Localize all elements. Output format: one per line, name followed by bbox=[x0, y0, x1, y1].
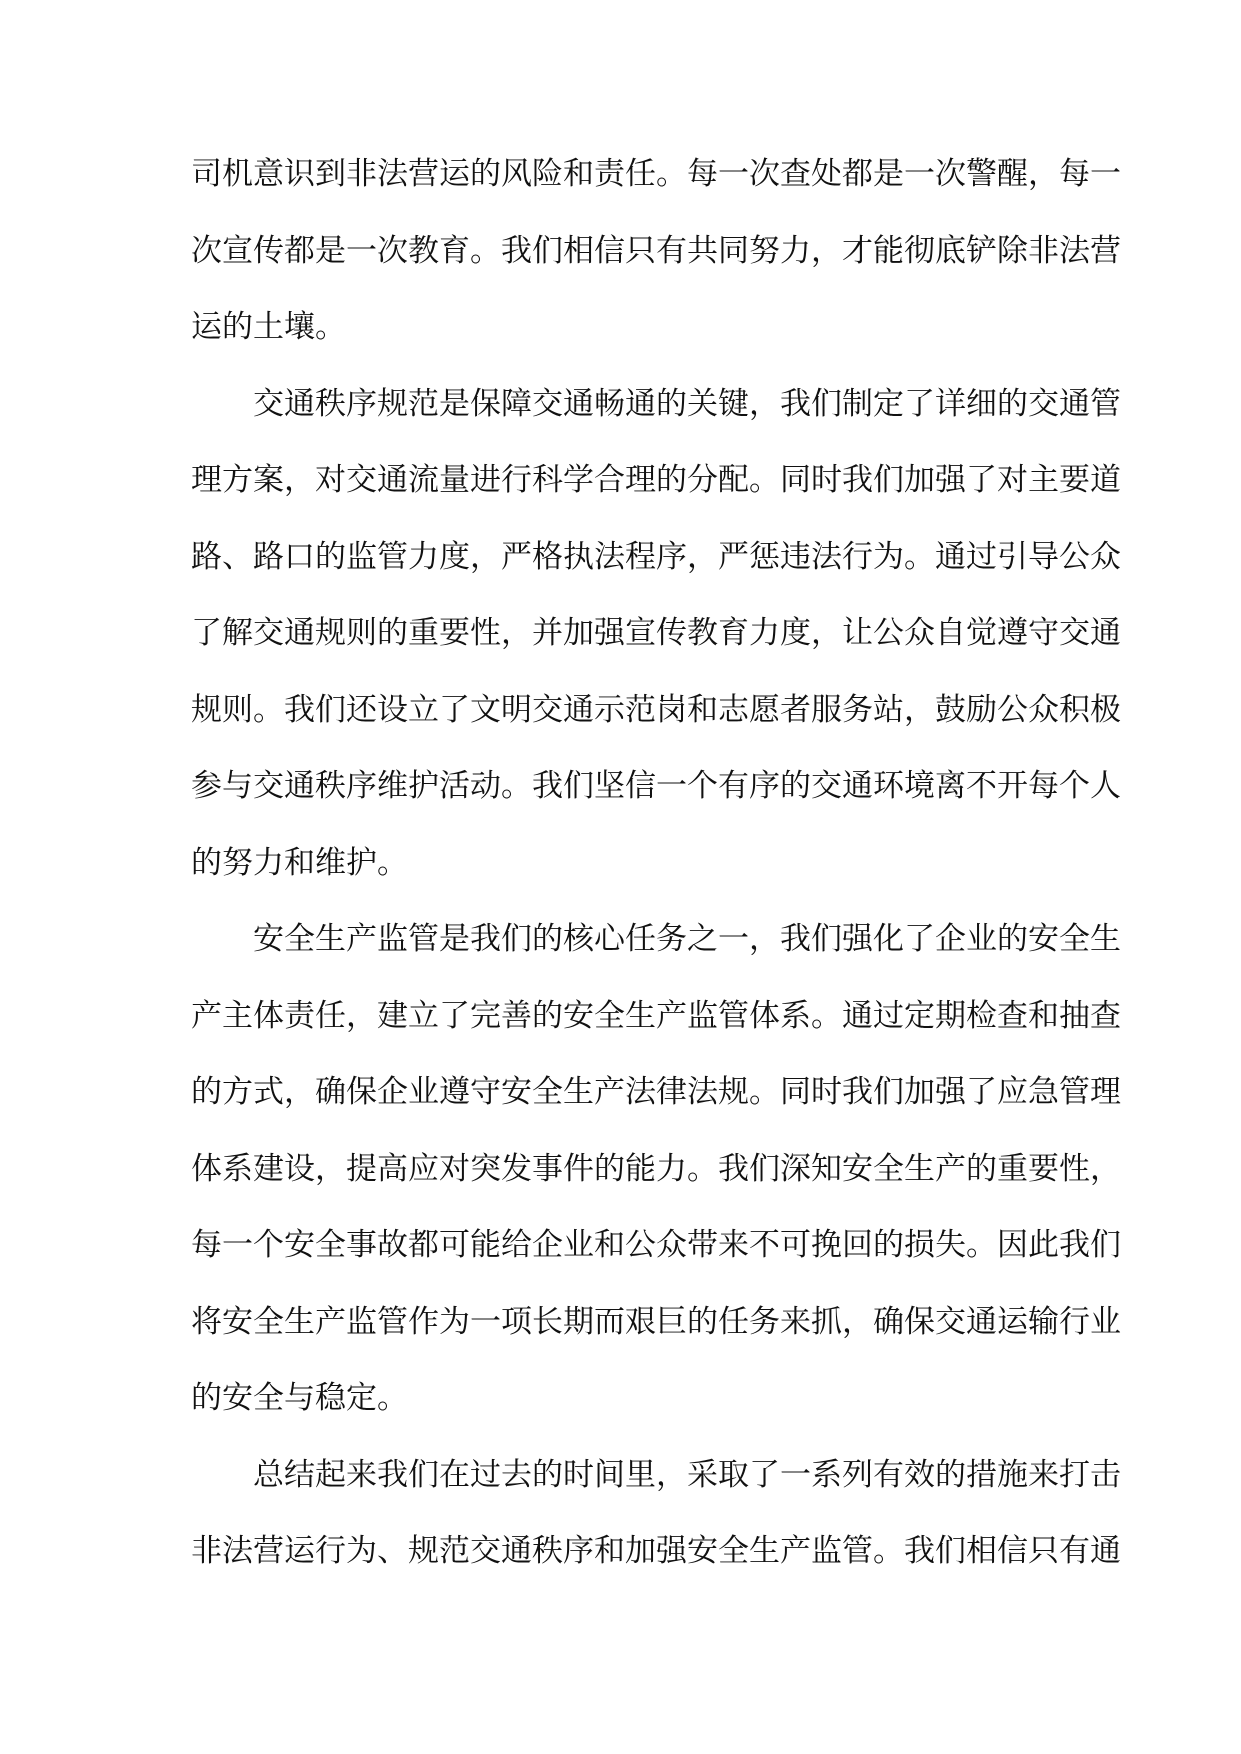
text-line: 体系建设，提高应对突发事件的能力。我们深知安全生产的重要性， bbox=[191, 1150, 1121, 1187]
text-line: 运的土壤。 bbox=[191, 309, 346, 345]
text-line: 规则。我们还设立了文明交通示范岗和志愿者服务站，鼓励公众积极 bbox=[191, 691, 1121, 728]
text-line: 路、路口的监管力度，严格执法程序，严惩违法行为。通过引导公众 bbox=[191, 538, 1121, 575]
text-line: 的方式，确保企业遵守安全生产法律法规。同时我们加强了应急管理 bbox=[191, 1074, 1121, 1110]
paragraph-illegal-operation-continuation bbox=[191, 136, 1121, 366]
text-line: 的安全与稳定。 bbox=[191, 1380, 408, 1416]
text-line: 将安全生产监管作为一项长期而艰巨的任务来抓，确保交通运输行业 bbox=[191, 1303, 1121, 1340]
text-line: 非法营运行为、规范交通秩序和加强安全生产监管。我们相信只有通 bbox=[191, 1533, 1121, 1569]
text-line: 的努力和维护。 bbox=[191, 844, 408, 881]
text-line: 次宣传都是一次教育。我们相信只有共同努力，才能彻底铲除非法营 bbox=[191, 232, 1121, 269]
document-body bbox=[191, 136, 1121, 1590]
text-line: 了解交通规则的重要性，并加强宣传教育力度，让公众自觉遵守交通 bbox=[191, 615, 1121, 651]
text-line: 总结起来我们在过去的时间里，采取了一系列有效的措施来打击 bbox=[253, 1456, 1121, 1493]
text-line: 理方案，对交通流量进行科学合理的分配。同时我们加强了对主要道 bbox=[191, 462, 1121, 498]
text-line: 司机意识到非法营运的风险和责任。每一次查处都是一次警醒，每一 bbox=[191, 156, 1121, 192]
text-line: 每一个安全事故都可能给企业和公众带来不可挽回的损失。因此我们 bbox=[191, 1227, 1121, 1263]
text-line: 产主体责任，建立了完善的安全生产监管体系。通过定期检查和抽查 bbox=[191, 997, 1121, 1034]
text-line: 参与交通秩序维护活动。我们坚信一个有序的交通环境离不开每个人 bbox=[191, 768, 1121, 804]
text-line: 交通秩序规范是保障交通畅通的关键，我们制定了详细的交通管 bbox=[253, 385, 1121, 422]
paragraph-traffic-order bbox=[191, 366, 1121, 902]
paragraph-summary bbox=[191, 1437, 1121, 1590]
paragraph-safety-supervision bbox=[191, 901, 1121, 1437]
text-line: 安全生产监管是我们的核心任务之一，我们强化了企业的安全生 bbox=[253, 921, 1121, 957]
